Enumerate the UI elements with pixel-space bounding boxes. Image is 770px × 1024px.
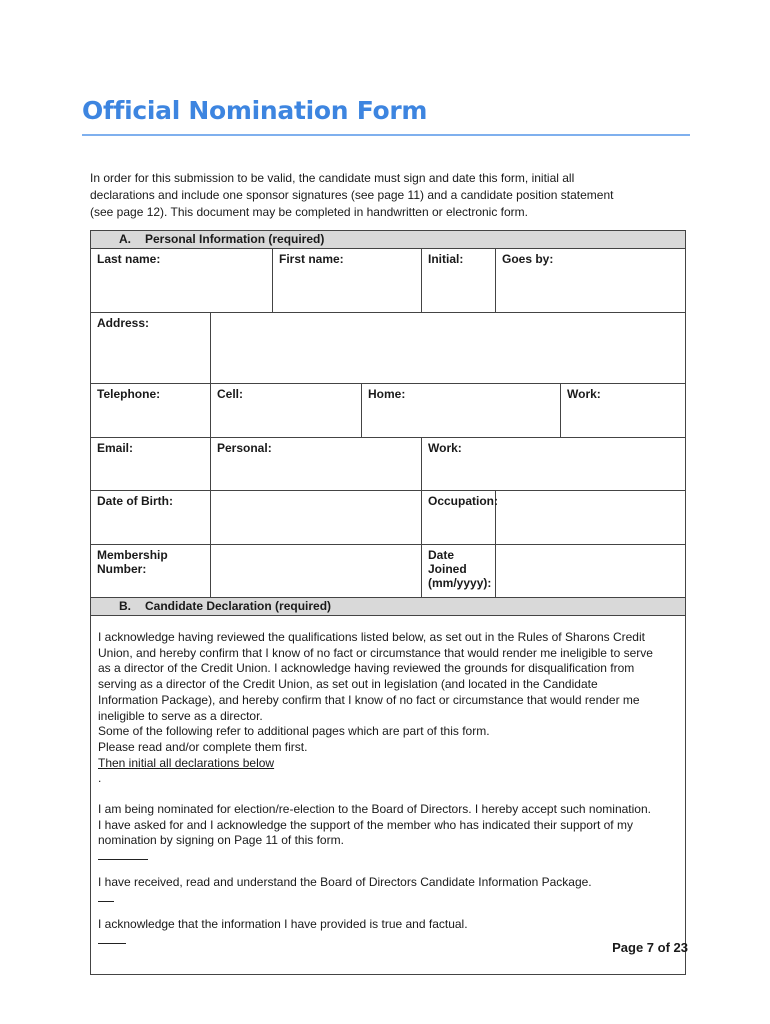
- package-initial-blank[interactable]: [98, 891, 114, 902]
- declaration-line: Information Package), and hereby confirm that I know of no fact or circumstance that would render me: [98, 692, 640, 707]
- address-label: Address:: [97, 316, 150, 330]
- intro-line: declarations and include one sponsor signatures (see page 11) and a candidate position statement: [90, 188, 614, 202]
- package-text: I have received, read and understand the Board of Directors Candidate Information Package.: [98, 875, 592, 890]
- page-number: Page 7 of 23: [612, 940, 688, 955]
- occupation-label: Occupation:: [428, 494, 499, 508]
- initial-label: Initial:: [428, 252, 464, 266]
- occupation-field[interactable]: [496, 491, 686, 545]
- title-rule: [82, 134, 690, 136]
- email-label-cell: [91, 438, 211, 491]
- goes-by-field[interactable]: [496, 249, 686, 313]
- occupation-label-cell: [422, 491, 499, 545]
- personal-email-field[interactable]: [211, 438, 422, 491]
- telephone-label-cell: [91, 384, 211, 438]
- declaration-line-last: [98, 740, 678, 787]
- membership-label-line2: Number:: [97, 562, 147, 576]
- nomination-form-table: [90, 230, 686, 975]
- home-phone-field[interactable]: [362, 384, 561, 438]
- membership-label-cell: [91, 545, 211, 598]
- intro-line: (see page 12). This document may be completed in handwritten or electronic form.: [90, 205, 528, 219]
- first-name-label: First name:: [279, 252, 344, 266]
- declaration-line: Union, and hereby confirm that I know of no fact or circumstance that would render me ineligible to serve: [98, 645, 653, 660]
- factual-initial-blank[interactable]: [98, 933, 126, 944]
- declaration-suffix: .: [98, 771, 102, 786]
- section-a-letter: A.: [119, 232, 131, 246]
- declaration-body: [91, 616, 686, 975]
- section-a-header-row: [91, 231, 686, 249]
- declaration-prefix: Please read and/or complete them first.: [98, 739, 308, 754]
- work-email-label: Work:: [428, 441, 462, 455]
- declaration-line: I acknowledge having reviewed the qualifications listed below, as set out in the Rules of Sharons Credit: [98, 630, 645, 644]
- home-label: Home:: [368, 387, 406, 401]
- nomination-text: nomination by signing on Page 11 of this form.: [98, 833, 344, 848]
- date-joined-field[interactable]: [496, 545, 686, 598]
- dob-row: [91, 491, 686, 545]
- section-b-letter: B.: [119, 599, 131, 613]
- membership-number-field[interactable]: [211, 545, 422, 598]
- section-a-header: [91, 231, 686, 249]
- last-name-field[interactable]: [91, 249, 273, 313]
- dob-label: Date of Birth:: [97, 494, 173, 508]
- form-title: Official Nomination Form: [82, 96, 428, 125]
- first-name-field[interactable]: [273, 249, 422, 313]
- intro-line: In order for this submission to be valid, the candidate must sign and date this form, initial all: [90, 171, 575, 185]
- telephone-row: [91, 384, 686, 438]
- declaration-row: [91, 616, 686, 975]
- declaration-line: as a director of the Credit Union. I acknowledge having reviewed the grounds for disqualification from: [98, 661, 635, 676]
- address-label-cell: [91, 313, 211, 384]
- declaration-line-last: [98, 833, 678, 860]
- date-joined-label-cell: [422, 545, 496, 598]
- section-a-title: Personal Information (required): [145, 232, 325, 246]
- date-joined-label-line1: Date Joined: [428, 548, 467, 576]
- cell-phone-field[interactable]: [211, 384, 362, 438]
- section-b-header: [91, 598, 686, 616]
- date-joined-label-line2: (mm/yyyy):: [428, 576, 492, 590]
- dob-label-cell: [91, 491, 211, 545]
- membership-row: [91, 545, 686, 598]
- declaration-paragraph-factual: [98, 917, 678, 944]
- work-phone-label: Work:: [567, 387, 601, 401]
- address-field[interactable]: [211, 313, 686, 384]
- declaration-paragraph-qualifications: [98, 630, 678, 787]
- declaration-line: Some of the following refer to additional pages which are part of this form.: [98, 724, 490, 739]
- intro-text: [90, 170, 690, 221]
- initial-field[interactable]: [422, 249, 496, 313]
- declaration-line: I am being nominated for election/re-election to the Board of Directors. I hereby accept such nomination.: [98, 802, 651, 817]
- last-name-label: Last name:: [97, 252, 161, 266]
- nomination-initial-blank[interactable]: [98, 849, 148, 860]
- declaration-line: I have asked for and I acknowledge the support of the member who has indicated their support of my: [98, 817, 633, 832]
- personal-email-label: Personal:: [217, 441, 272, 455]
- declaration-line: [98, 917, 678, 944]
- section-b-header-row: [91, 598, 686, 616]
- name-row: [91, 249, 686, 313]
- declaration-line: ineligible to serve as a director.: [98, 708, 263, 723]
- declaration-line: [98, 875, 678, 902]
- address-row: [91, 313, 686, 384]
- telephone-label: Telephone:: [97, 387, 161, 401]
- declaration-line: serving as a director of the Credit Union, as set out in legislation (and located in the Candidate: [98, 677, 598, 692]
- cell-label: Cell:: [217, 387, 244, 401]
- section-b-title: Candidate Declaration (required): [145, 599, 332, 613]
- goes-by-label: Goes by:: [502, 252, 554, 266]
- dob-field[interactable]: [211, 491, 422, 545]
- factual-text: I acknowledge that the information I have provided is true and factual.: [98, 916, 468, 931]
- declaration-paragraph-package: [98, 875, 678, 902]
- work-email-field[interactable]: [422, 438, 686, 491]
- email-row: [91, 438, 686, 491]
- email-label: Email:: [97, 441, 134, 455]
- work-phone-field[interactable]: [561, 384, 686, 438]
- initial-instruction: Then initial all declarations below: [98, 755, 275, 770]
- membership-label-line1: Membership: [97, 548, 168, 562]
- declaration-paragraph-nomination: [98, 802, 678, 860]
